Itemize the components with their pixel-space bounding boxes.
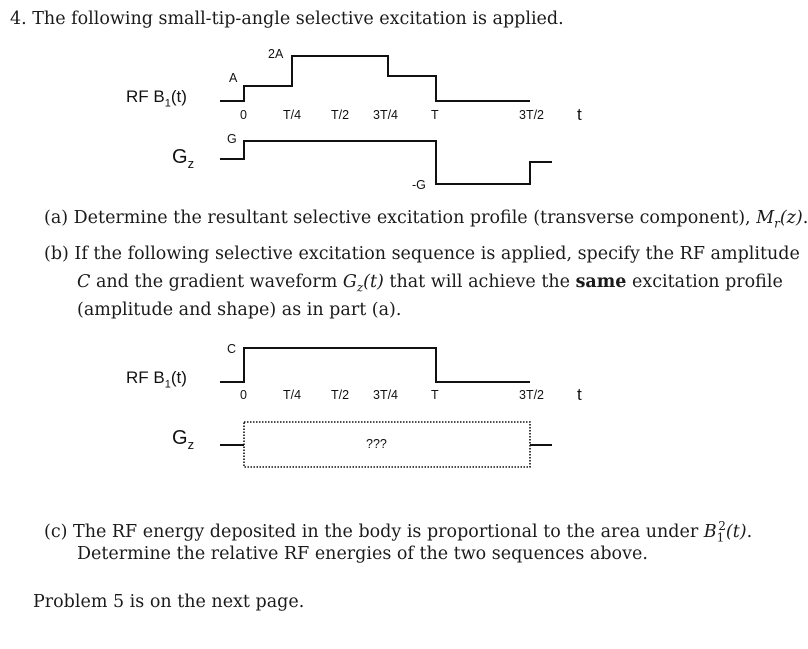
unknown-gradient-box <box>244 422 530 467</box>
rf-label-2: RF $B_1(t)$ <box>126 368 187 391</box>
tick-0: 0 <box>240 108 247 122</box>
tick2-3t4: 3T/4 <box>373 388 399 402</box>
tick2-t4: T/4 <box>283 388 302 402</box>
gz-label-1: $G_z$ <box>172 146 195 171</box>
tick-t: T <box>431 108 439 122</box>
tick2-t: T <box>431 388 439 402</box>
amp-g-label: G <box>227 132 237 146</box>
t-axis-label-1: t <box>577 105 582 124</box>
part-b-line-2: C and the gradient waveform $G_z(t)$ that will achieve the same excitation profile <box>77 272 783 295</box>
problem-heading: 4. The following small-tip-angle selective excitation is applied. <box>10 9 564 29</box>
part-c-line-2: Determine the relative RF energies of the two sequences above. <box>77 544 648 564</box>
gz-waveform-1 <box>220 141 552 184</box>
diagram-1-waveforms <box>0 0 774 200</box>
gz-label-2: $G_z$ <box>172 427 195 452</box>
tick-t2: T/2 <box>331 108 350 122</box>
amp-neg-g-label: -G <box>412 178 426 192</box>
amp-2a-label: 2A <box>268 47 284 61</box>
diagram-1 <box>0 0 774 200</box>
amp-c-label: C <box>227 342 237 356</box>
amp-a-label: A <box>229 71 238 85</box>
part-a-text: (a) Determine the resultant selective excitation profile (transverse component), $M_r(z)$. <box>44 208 808 231</box>
part-b-line-1: (b) If the following selective excitation sequence is applied, specify the RF amplitude <box>44 244 800 264</box>
rf-waveform-1 <box>220 56 530 101</box>
rf-waveform-2 <box>220 348 530 382</box>
part-b-line-3: (amplitude and shape) as in part (a). <box>77 300 402 320</box>
rf-label-1: RF $B_1(t)$ <box>126 87 187 110</box>
unknown-gradient-label: ??? <box>366 437 387 451</box>
tick2-0: 0 <box>240 388 247 402</box>
tick-3t4: 3T/4 <box>373 108 399 122</box>
tick-3t2: 3T/2 <box>519 108 545 122</box>
tick2-3t2: 3T/2 <box>519 388 545 402</box>
tick-t4: T/4 <box>283 108 302 122</box>
part-c-line-1: (c) The RF energy deposited in the body is proportional to the area under $B_1^2(t)$. <box>44 519 753 545</box>
tick2-t2: T/2 <box>331 388 350 402</box>
footer-note: Problem 5 is on the next page. <box>33 592 305 612</box>
t-axis-label-2: t <box>577 385 582 404</box>
